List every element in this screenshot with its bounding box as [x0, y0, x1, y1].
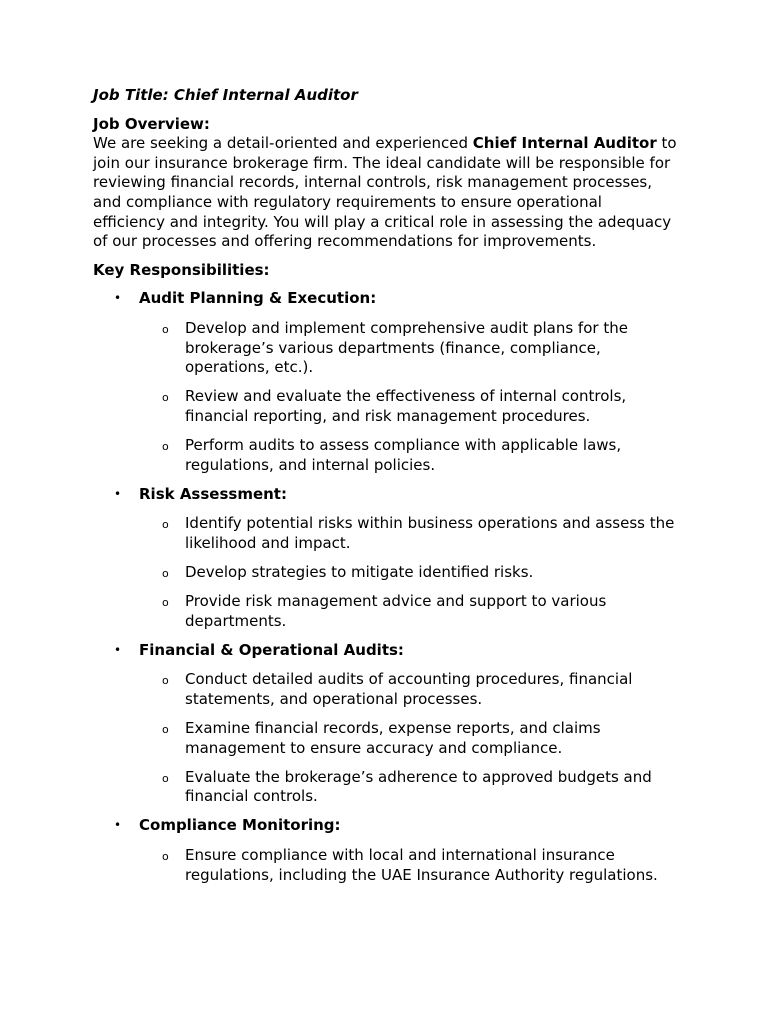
section-risk-assessment — [93, 485, 693, 632]
section-title: Risk Assessment: — [139, 484, 287, 503]
document-page — [93, 86, 693, 895]
list-item — [139, 768, 685, 807]
list-item-text: Review and evaluate the effectiveness of internal controls, financial reporting, and risk management procedures. — [185, 387, 627, 425]
list-item — [139, 436, 685, 475]
list-item-text: Develop strategies to mitigate identified risks. — [185, 562, 534, 581]
section-compliance-monitoring — [93, 816, 693, 885]
list-item-text: Provide risk management advice and support to various departments. — [185, 591, 607, 630]
bullet-icon: • — [114, 642, 122, 657]
circle-bullet-icon: o — [162, 674, 169, 688]
list-item-text: Identify potential risks within business operations and assess the likelihood and impact. — [185, 514, 675, 552]
list-item-text: Conduct detailed audits of accounting procedures, financial statements, and operational processes. — [185, 670, 633, 708]
list-item — [139, 387, 685, 426]
circle-bullet-icon: o — [162, 849, 169, 863]
list-item — [139, 319, 685, 378]
circle-bullet-icon: o — [162, 722, 169, 736]
section-financial-operational-audits — [93, 641, 693, 807]
circle-bullet-icon: o — [162, 595, 169, 609]
overview-paragraph — [93, 134, 678, 252]
list-item — [139, 563, 685, 583]
circle-bullet-icon: o — [162, 518, 169, 532]
circle-bullet-icon: o — [162, 322, 169, 336]
list-item-text: Ensure compliance with local and international insurance regulations, including the UAE Insurance Authority regulations. — [185, 845, 658, 884]
section-items — [139, 319, 693, 475]
list-item — [139, 592, 685, 631]
circle-bullet-icon: o — [162, 439, 169, 453]
overview-heading: Job Overview: — [93, 114, 210, 133]
bullet-icon: • — [114, 818, 122, 833]
section-items — [139, 514, 693, 631]
responsibilities-list — [93, 289, 693, 885]
section-title: Compliance Monitoring: — [139, 816, 341, 835]
circle-bullet-icon: o — [162, 566, 169, 580]
section-items — [139, 670, 693, 807]
list-item — [139, 719, 685, 758]
bullet-icon: • — [114, 486, 122, 501]
list-item — [139, 514, 685, 553]
circle-bullet-icon: o — [162, 391, 169, 405]
list-item-text: Examine financial records, expense reports, and claims management to ensure accuracy and compliance. — [185, 718, 601, 757]
list-item-text: Evaluate the brokerage’s adherence to approved budgets and financial controls. — [185, 767, 652, 806]
overview-intro: We are seeking a detail-oriented and experienced — [93, 134, 473, 153]
job-title: Job Title: Chief Internal Auditor — [93, 86, 358, 104]
section-audit-planning — [93, 289, 693, 475]
section-items — [139, 846, 693, 885]
bullet-icon: • — [114, 291, 122, 306]
responsibilities-heading: Key Responsibilities: — [93, 260, 270, 279]
list-item — [139, 846, 685, 885]
list-item-text: Develop and implement comprehensive audit plans for the brokerage’s various departments (finance, compliance, operations, etc.). — [185, 318, 628, 377]
list-item — [139, 670, 685, 709]
overview-role-name: Chief Internal Auditor — [472, 134, 657, 153]
list-item-text: Perform audits to assess compliance with applicable laws, regulations, and internal policies. — [185, 435, 622, 474]
circle-bullet-icon: o — [162, 771, 169, 785]
section-title: Audit Planning & Execution: — [139, 289, 377, 308]
overview-rest: to join our insurance brokerage firm. The ideal candidate will be responsible for reviewing financial records, internal controls, risk management processes, and compliance with regulatory requirements to ensure operational efficiency and integrity. You will play a critical role in assessing the adequacy of our processes and offering recommendations for improvements. — [93, 134, 677, 251]
section-title: Financial & Operational Audits: — [139, 640, 404, 659]
